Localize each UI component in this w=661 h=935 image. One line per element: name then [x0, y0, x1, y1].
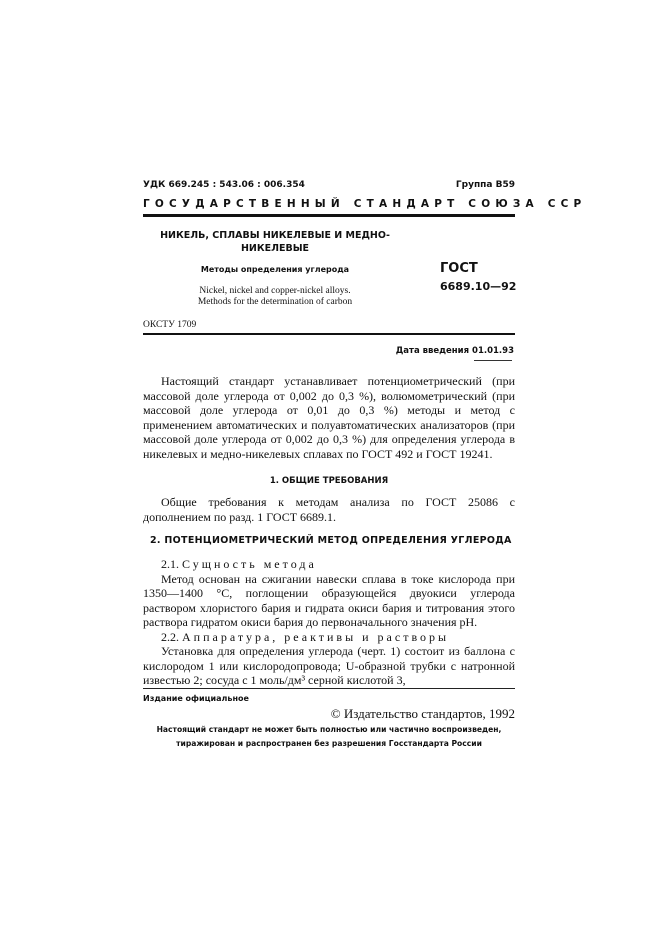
- subsection-title: Аппаратура, реактивы и растворы: [182, 629, 450, 644]
- reproduction-notice: [143, 723, 515, 751]
- group-code: Группа В59: [455, 180, 515, 190]
- copyright-notice: © Издательство стандартов, 1992: [330, 706, 515, 721]
- section-1-heading: 1. ОБЩИЕ ТРЕБОВАНИЯ: [269, 476, 389, 486]
- gost-number: 6689.10—92: [440, 280, 517, 293]
- document-subtitle: Методы определения углерода: [200, 265, 350, 274]
- notice-line-2: тиражирован и распространен без разрешения Госстандарта России: [176, 739, 482, 748]
- effective-date: Дата введения 01.01.93: [395, 346, 514, 356]
- section-1-text: Общие требования к методам анализа по ГОСТ 25086 с дополнением по разд. 1 ГОСТ 6689.1.: [143, 495, 515, 524]
- header-rule: [143, 214, 515, 217]
- footer-rule: [143, 688, 515, 689]
- english-title-line2: Methods for the determination of carbon: [197, 296, 353, 307]
- subsection-2-1-text: Метод основан на сжигании навески сплава в токе кислорода при 1350—1400 °С, поглощении образующейся двуокиси углерода раствором хлористого бария и гидрата окиси бария и титрования этого раствора гидратом окиси бария до первоначального значения pH.: [143, 571, 515, 629]
- title-rule: [143, 333, 515, 335]
- section-2-content: [143, 557, 515, 688]
- subsection-number: 2.1.: [161, 557, 179, 571]
- english-title: [150, 286, 400, 307]
- okstu-code: ОКСТУ 1709: [143, 320, 197, 330]
- notice-line-1: Настоящий стандарт не может быть полностью или частично воспроизведен,: [156, 725, 502, 734]
- date-underline: [474, 360, 512, 361]
- intro-paragraph: Настоящий стандарт устанавливает потенциометрический (при массовой доле углерода от 0,002 до 0,3 %), волюмометрический (при массовой доле углерода от 0,01 до 0,3 %) методы и метод с применением автоматических и полуавтоматических анализаторов (при массовой доле углерода от 0,002 до 0,3 %) для определения углерода в никелевых и медно-никелевых сплавах по ГОСТ 492 и ГОСТ 19241.: [143, 374, 515, 461]
- document-title: НИКЕЛЬ, СПЛАВЫ НИКЕЛЕВЫЕ И МЕДНО-НИКЕЛЕВЫЕ: [160, 230, 390, 254]
- udk-code: УДК 669.245 : 543.06 : 006.354: [143, 180, 305, 190]
- subsection-2-2-heading: [143, 630, 515, 645]
- subsection-2-2-text: Установка для определения углерода (черт. 1) состоит из баллона с кислородом 1 или кислородопровода; U-образной трубки с натронной известью 2; сосуда с 1 моль/дм³ серной кислотой 3,: [143, 644, 515, 687]
- subsection-number: 2.2.: [161, 629, 179, 644]
- subsection-2-1-heading: [143, 557, 515, 572]
- official-edition-label: Издание официальное: [143, 694, 249, 703]
- gost-label: ГОСТ: [440, 261, 478, 276]
- english-title-line1: Nickel, nickel and copper-nickel alloys.: [199, 286, 351, 296]
- standard-banner: ГОСУДАРСТВЕННЫЙ СТАНДАРТ СОЮЗА ССР: [143, 198, 587, 210]
- section-2-heading: 2. ПОТЕНЦИОМЕТРИЧЕСКИЙ МЕТОД ОПРЕДЕЛЕНИЯ УГЛЕРОДА: [150, 535, 512, 546]
- subsection-title: Сущность метода: [182, 557, 317, 571]
